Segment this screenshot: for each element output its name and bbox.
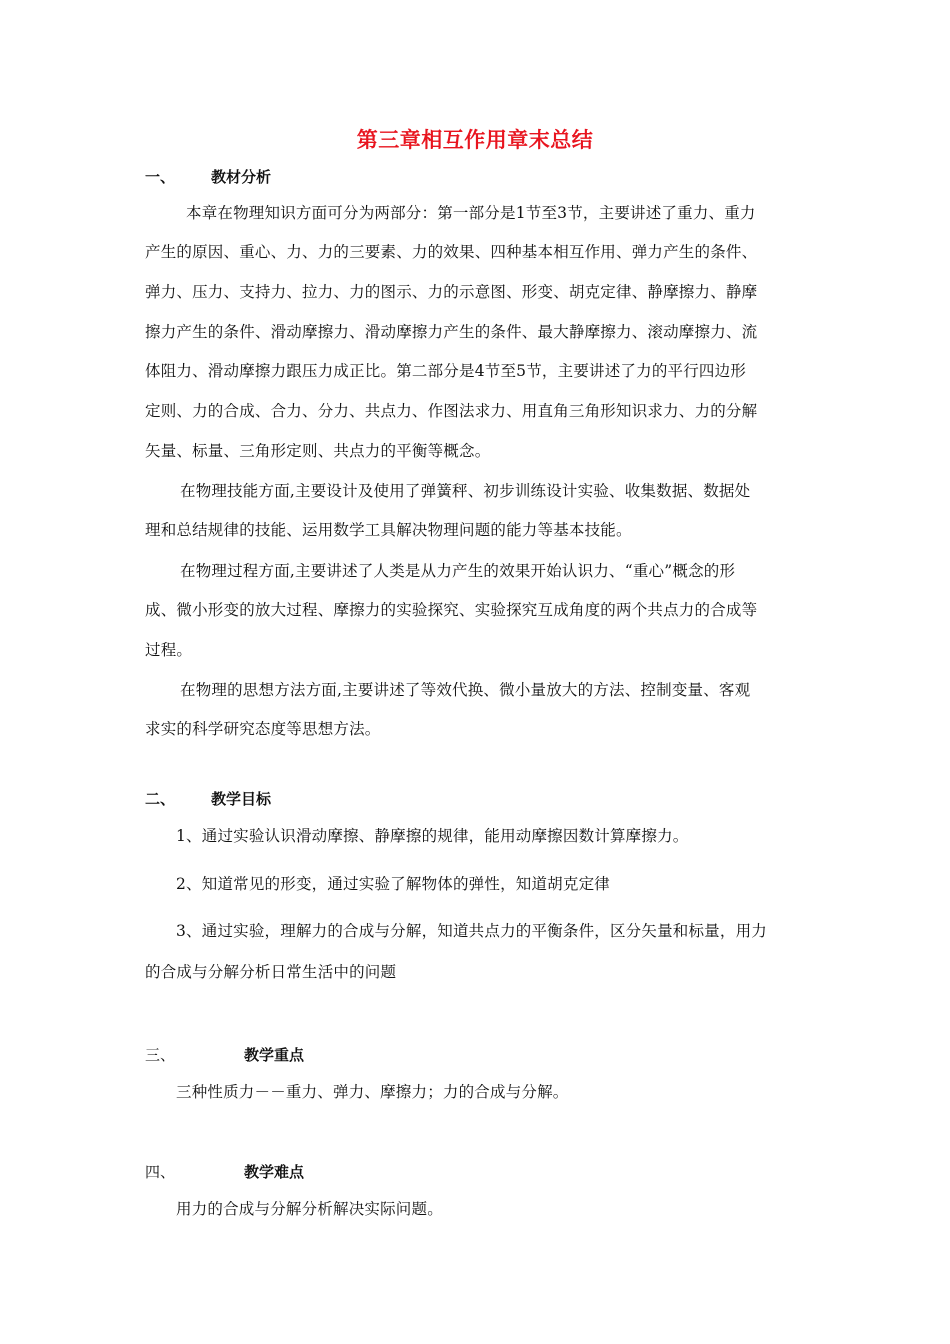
list-item: 1、通过实验认识滑动摩擦、静摩擦的规律，能用动摩擦因数计算摩擦力。 [176, 827, 689, 845]
section-number: 二、 [145, 790, 176, 808]
paragraph-line: 在物理的思想方法方面,主要讲述了等效代换、微小量放大的方法、控制变量、客观 [180, 681, 751, 699]
paragraph-line: 在物理技能方面,主要设计及使用了弹簧秤、初步训练设计实验、收集数据、数据处 [180, 482, 751, 500]
paragraph-line: 弹力、压力、支持力、拉力、力的图示、力的示意图、形变、胡克定律、静摩擦力、静摩 [145, 283, 758, 301]
section-title: 教学难点 [244, 1163, 305, 1181]
paragraph-line: 定则、力的合成、合力、分力、共点力、作图法求力、用直角三角形知识求力、力的分解 [145, 402, 758, 420]
paragraph-line: 求实的科学研究态度等思想方法。 [145, 720, 381, 738]
paragraph-line: 用力的合成与分解分析解决实际问题。 [176, 1200, 443, 1218]
paragraph-line: 矢量、标量、三角形定则、共点力的平衡等概念。 [145, 442, 491, 460]
section-number: 一、 [145, 168, 176, 186]
paragraph-line: 体阻力、滑动摩擦力跟压力成正比。第二部分是4节至5节，主要讲述了力的平行四边形 [145, 362, 747, 380]
paragraph-line: 过程。 [145, 641, 193, 659]
paragraph-line: 理和总结规律的技能、运用数学工具解决物理问题的能力等基本技能。 [145, 521, 632, 539]
paragraph-line: 本章在物理知识方面可分为两部分：第一部分是1节至3节，主要讲述了重力、重力 [186, 204, 756, 222]
section-title: 教材分析 [211, 168, 272, 186]
list-item: 2、知道常见的形变，通过实验了解物体的弹性，知道胡克定律 [176, 875, 610, 893]
section-heading-4 [145, 1161, 305, 1182]
section-title: 教学目标 [211, 790, 272, 808]
page-title: 第三章相互作用章末总结 [356, 128, 594, 152]
paragraph-line: 成、微小形变的放大过程、摩擦力的实验探究、实验探究互成角度的两个共点力的合成等 [145, 601, 758, 619]
list-item: 3、通过实验，理解力的合成与分解，知道共点力的平衡条件，区分矢量和标量，用力 [176, 922, 767, 940]
section-number: 四、 [145, 1163, 176, 1181]
section-title: 教学重点 [244, 1046, 305, 1064]
paragraph-line: 产生的原因、重心、力、力的三要素、力的效果、四种基本相互作用、弹力产生的条件、 [145, 243, 758, 261]
section-heading-2 [145, 788, 272, 809]
paragraph-line: 三种性质力－－重力、弹力、摩擦力；力的合成与分解。 [176, 1083, 569, 1101]
list-item: 的合成与分解分析日常生活中的问题 [145, 963, 397, 981]
paragraph-line: 在物理过程方面,主要讲述了人类是从力产生的效果开始认识力、“重心”概念的形 [180, 562, 736, 580]
paragraph-line: 擦力产生的条件、滑动摩擦力、滑动摩擦力产生的条件、最大静摩擦力、滚动摩擦力、流 [145, 323, 758, 341]
section-number: 三、 [145, 1046, 176, 1064]
section-heading-3 [145, 1044, 305, 1065]
section-heading-1 [145, 166, 272, 187]
